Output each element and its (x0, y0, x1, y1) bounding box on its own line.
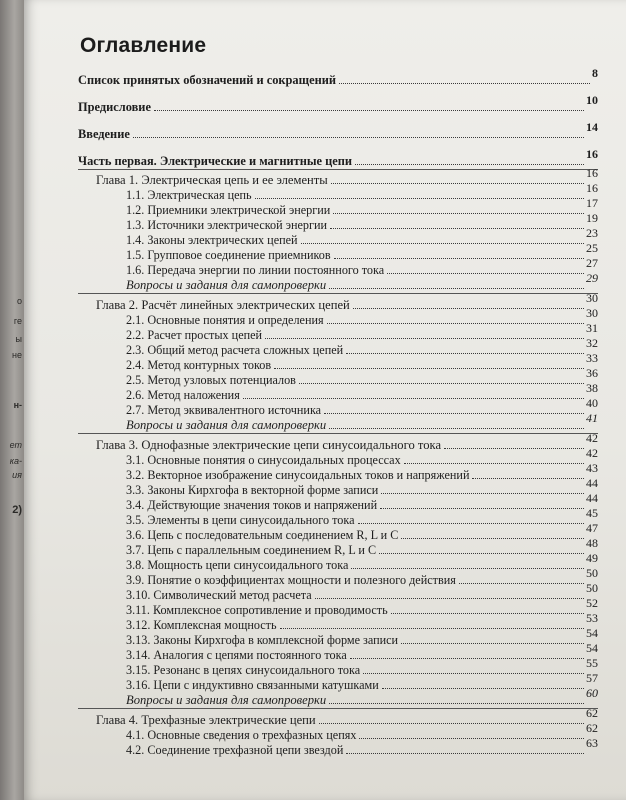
leader-dots (363, 673, 584, 674)
toc-section-entry (126, 551, 598, 573)
toc-entry-label: 3.9. Понятие о коэффициентах мощности и полезного действия (126, 573, 456, 587)
leader-dots (274, 368, 584, 369)
toc-entry-label: Глава 3. Однофазные электрические цепи синусоидального тока (96, 438, 442, 452)
toc-page-number: 47 (586, 521, 598, 535)
adjacent-page-edge (0, 0, 24, 800)
adjacent-page-fragment: 2) (12, 504, 22, 516)
toc-page-number: 54 (586, 626, 598, 640)
adjacent-page-fragment: ы (15, 334, 22, 344)
toc-entry-label: 1.3. Источники электрической энергии (126, 218, 328, 232)
toc-section-entry (126, 536, 598, 558)
toc-entry-label: 2.3. Общий метод расчета сложных цепей (126, 343, 344, 357)
toc-section-entry (126, 256, 598, 278)
toc-entry-label: Вопросы и задания для самопроверки (126, 418, 327, 432)
toc-page-number: 41 (586, 411, 598, 425)
toc-page-number: 38 (586, 381, 598, 395)
toc-page-number: 50 (586, 581, 598, 595)
toc-part-entry (78, 147, 598, 169)
leader-dots (382, 688, 584, 689)
leader-dots (331, 183, 584, 184)
book-page (24, 0, 626, 800)
toc-entry-label: 2.2. Расчет простых цепей (126, 328, 263, 342)
toc-entry-label: 1.4. Законы электрических цепей (126, 233, 298, 247)
toc-page-number: 42 (586, 446, 598, 460)
toc-section-entry (126, 596, 598, 618)
leader-dots (154, 110, 584, 111)
toc-section-entry (126, 671, 598, 693)
section-divider (78, 433, 598, 434)
toc-page-number: 30 (586, 291, 598, 305)
toc-entry-label: Введение (78, 127, 130, 141)
toc-entry-label: 1.6. Передача энергии по линии постоянного тока (126, 263, 385, 277)
toc-page-number: 50 (586, 566, 598, 580)
toc-page-number: 48 (586, 536, 598, 550)
leader-dots (381, 493, 584, 494)
toc-section-entry (126, 211, 598, 233)
toc-page-number: 29 (586, 271, 598, 285)
toc-page-number: 16 (586, 166, 598, 180)
section-divider (78, 293, 598, 294)
toc-page-number: 57 (586, 671, 598, 685)
adjacent-page-fragment: н- (13, 400, 22, 410)
leader-dots (330, 228, 584, 229)
adjacent-page-fragment: о (16, 296, 22, 306)
toc-page-number: 10 (586, 93, 598, 107)
leader-dots (355, 164, 584, 165)
toc-part-entry (78, 66, 598, 88)
toc-entry-label: 4.2. Соединение трехфазной цепи звездой (126, 743, 344, 757)
leader-dots (301, 243, 584, 244)
toc-section-entry (126, 641, 598, 663)
toc-page-number: 63 (586, 736, 598, 750)
toc-section-entry (126, 566, 598, 588)
toc-section-entry (126, 366, 598, 388)
toc-section-entry (126, 506, 598, 528)
toc-part-entry (78, 120, 598, 142)
toc-page-number: 30 (586, 306, 598, 320)
toc-chapter-entry (96, 291, 598, 313)
adjacent-page-fragment: ия (12, 470, 22, 480)
toc-section-entry (126, 181, 598, 203)
toc-page-number: 45 (586, 506, 598, 520)
toc-page-number: 54 (586, 641, 598, 655)
leader-dots (353, 308, 584, 309)
toc-entry-label: 3.16. Цепи с индуктивно связанными катушками (126, 678, 379, 692)
toc-entry-label: 3.10. Символический метод расчета (126, 588, 312, 602)
toc-page-number: 43 (586, 461, 598, 475)
toc-entry-label: 2.6. Метод наложения (126, 388, 240, 402)
toc-chapter-entry (96, 166, 598, 188)
toc-entry-label: 3.11. Комплексное сопротивление и проводимость (126, 603, 388, 617)
leader-dots (350, 658, 584, 659)
leader-dots (401, 538, 584, 539)
toc-page-number: 42 (586, 431, 598, 445)
leader-dots (329, 703, 584, 704)
toc-review-entry (126, 411, 598, 433)
toc-entry-label: 3.4. Действующие значения токов и напряжений (126, 498, 378, 512)
toc-page-number: 31 (586, 321, 598, 335)
toc-review-entry (126, 686, 598, 708)
leader-dots (329, 428, 584, 429)
toc-page-number: 25 (586, 241, 598, 255)
page-title: Оглавление (80, 34, 207, 57)
toc-entry-label: Предисловие (78, 100, 151, 114)
toc-section-entry (126, 196, 598, 218)
toc-section-entry (126, 521, 598, 543)
toc-section-entry (126, 476, 598, 498)
leader-dots (315, 598, 584, 599)
adjacent-page-fragment: ет (9, 440, 22, 450)
toc-page-number: 33 (586, 351, 598, 365)
toc-chapter-entry (96, 706, 598, 728)
toc-page-number: 55 (586, 656, 598, 670)
toc-section-entry (126, 396, 598, 418)
toc-page-number: 19 (586, 211, 598, 225)
leader-dots (391, 613, 584, 614)
adjacent-page-fragment: ка- (9, 456, 22, 466)
toc-part-entry (78, 93, 598, 115)
toc-page-number: 52 (586, 596, 598, 610)
adjacent-page-fragment: ге (13, 316, 22, 326)
toc-entry-label: 4.1. Основные сведения о трехфазных цепях (126, 728, 357, 742)
toc-section-entry (126, 306, 598, 328)
toc-entry-label: 2.7. Метод эквивалентного источника (126, 403, 322, 417)
toc-entry-label: 3.2. Векторное изображение синусоидальных токов и напряжений (126, 468, 470, 482)
toc-entry-label: 3.12. Комплексная мощность (126, 618, 277, 632)
toc-entry-label: 3.6. Цепь с последовательным соединением R, L и C (126, 528, 399, 542)
toc-entry-label: 3.7. Цепь с параллельным соединением R, L и C (126, 543, 377, 557)
toc-page-number: 60 (586, 686, 598, 700)
toc-section-entry (126, 336, 598, 358)
leader-dots (346, 753, 584, 754)
toc-section-entry (126, 461, 598, 483)
toc-section-entry (126, 611, 598, 633)
toc-page-number: 49 (586, 551, 598, 565)
toc-section-entry (126, 626, 598, 648)
leader-dots (333, 213, 584, 214)
leader-dots (265, 338, 584, 339)
leader-dots (401, 643, 584, 644)
toc-page-number: 27 (586, 256, 598, 270)
toc-page-number: 44 (586, 476, 598, 490)
leader-dots (472, 478, 584, 479)
toc-section-entry (126, 351, 598, 373)
toc-entry-label: 3.15. Резонанс в цепях синусоидального тока (126, 663, 361, 677)
toc-page-number: 32 (586, 336, 598, 350)
toc-entry-label: Вопросы и задания для самопроверки (126, 693, 327, 707)
leader-dots (133, 137, 584, 138)
toc-page-number: 16 (586, 181, 598, 195)
leader-dots (299, 383, 584, 384)
leader-dots (319, 723, 584, 724)
toc-section-entry (126, 241, 598, 263)
toc-section-entry (126, 656, 598, 678)
toc-section-entry (126, 581, 598, 603)
toc-page-number: 62 (586, 706, 598, 720)
toc-page-number: 62 (586, 721, 598, 735)
leader-dots (387, 273, 584, 274)
toc-section-entry (126, 381, 598, 403)
section-divider (78, 169, 598, 170)
toc-section-entry (126, 226, 598, 248)
leader-dots (255, 198, 584, 199)
toc-entry-label: 3.1. Основные понятия о синусоидальных процессах (126, 453, 401, 467)
leader-dots (351, 568, 584, 569)
toc-entry-label: 2.5. Метод узловых потенциалов (126, 373, 296, 387)
toc-section-entry (126, 721, 598, 743)
toc-page-number: 44 (586, 491, 598, 505)
toc-entry-label: 3.14. Аналогия с цепями постоянного тока (126, 648, 347, 662)
toc-page-number: 14 (586, 120, 598, 134)
toc-entry-label: 3.3. Законы Кирхгофа в векторной форме записи (126, 483, 379, 497)
leader-dots (339, 83, 590, 84)
leader-dots (327, 323, 584, 324)
toc-page-number: 16 (586, 147, 598, 161)
toc-section-entry (126, 321, 598, 343)
toc-page-number: 8 (592, 66, 598, 80)
toc-page-number: 40 (586, 396, 598, 410)
toc-page-number: 23 (586, 226, 598, 240)
leader-dots (459, 583, 584, 584)
toc-entry-label: Часть первая. Электрические и магнитные цепи (78, 154, 353, 168)
adjacent-page-fragment: не (12, 350, 22, 360)
leader-dots (444, 448, 584, 449)
leader-dots (380, 508, 584, 509)
toc-entry-label: Глава 4. Трехфазные электрические цепи (96, 713, 316, 727)
leader-dots (404, 463, 584, 464)
toc-entry-label: 3.5. Элементы в цепи синусоидального тока (126, 513, 355, 527)
leader-dots (280, 628, 584, 629)
toc-entry-label: 2.4. Метод контурных токов (126, 358, 272, 372)
toc-entry-label: 1.1. Электрическая цепь (126, 188, 252, 202)
toc-entry-label: Список принятых обозначений и сокращений (78, 73, 337, 87)
toc-section-entry (126, 446, 598, 468)
toc-review-entry (126, 271, 598, 293)
toc-entry-label: 1.5. Групповое соединение приемников (126, 248, 331, 262)
toc-chapter-entry (96, 431, 598, 453)
toc-page-number: 53 (586, 611, 598, 625)
toc-entry-label: Глава 2. Расчёт линейных электрических цепей (96, 298, 350, 312)
toc-section-entry (126, 736, 598, 758)
toc-page-number: 36 (586, 366, 598, 380)
leader-dots (329, 288, 584, 289)
toc-page-number: 17 (586, 196, 598, 210)
toc-entry-label: 3.8. Мощность цепи синусоидального тока (126, 558, 349, 572)
toc-section-entry (126, 491, 598, 513)
toc-entry-label: 3.13. Законы Кирхгофа в комплексной форме записи (126, 633, 399, 647)
leader-dots (358, 523, 584, 524)
leader-dots (346, 353, 584, 354)
toc-entry-label: Вопросы и задания для самопроверки (126, 278, 327, 292)
leader-dots (324, 413, 584, 414)
leader-dots (359, 738, 584, 739)
leader-dots (334, 258, 584, 259)
leader-dots (243, 398, 584, 399)
toc-entry-label: 1.2. Приемники электрической энергии (126, 203, 331, 217)
section-divider (78, 708, 598, 709)
leader-dots (379, 553, 584, 554)
toc-entry-label: 2.1. Основные понятия и определения (126, 313, 324, 327)
toc-entry-label: Глава 1. Электрическая цепь и ее элементы (96, 173, 328, 187)
